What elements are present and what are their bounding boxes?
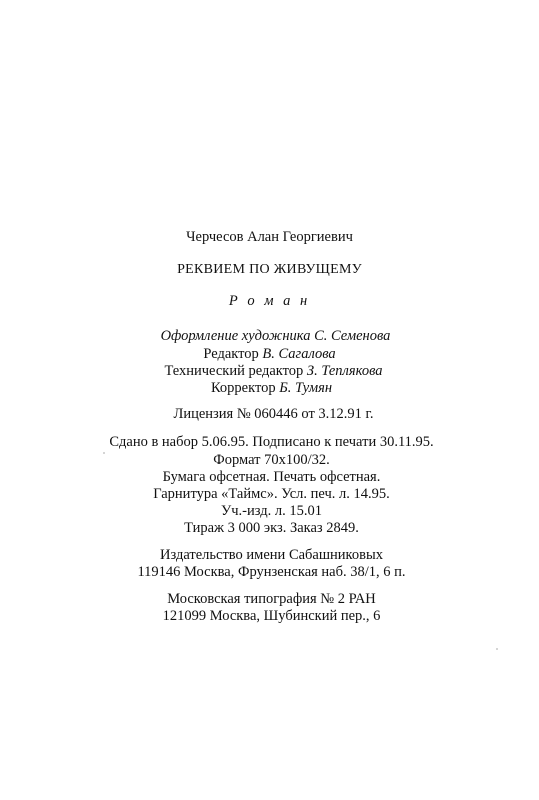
license-line: Лицензия № 060446 от 3.12.91 г. [173,406,374,422]
printer-address: 121099 Москва, Шубинский пер., 6 [162,608,381,624]
author-name: Черчесов Алан Георгиевич [186,229,353,245]
editor-label: Редактор [203,346,263,362]
print-detail-line: Тираж 3 000 экз. Заказ 2849. [184,520,359,536]
print-detail-line: Формат 70x100/32. [213,452,330,468]
print-detail-line: Уч.-изд. л. 15.01 [221,503,322,519]
paper-speck [103,452,105,454]
editor-credit [0,345,539,363]
print-detail-line: Бумага офсетная. Печать офсетная. [162,469,381,485]
proofreader-credit [2,379,539,397]
printer-name: Московская типография № 2 РАН [167,591,376,607]
publisher-name: Издательство имени Сабашниковых [160,547,383,563]
genre-label: Р о м а н [228,293,311,309]
paper-speck [496,648,498,650]
publisher-address: 119146 Москва, Фрунзенская наб. 38/1, 6 п. [137,564,406,580]
print-detail-line: Гарнитура «Таймс». Усл. печ. л. 14.95. [153,486,390,502]
tech-editor-label: Технический редактор [164,363,307,379]
proofreader-label: Корректор [210,380,280,396]
tech-editor-credit [4,362,539,380]
editor-name: В. Сагалова [262,346,336,362]
design-credit: Оформление художника С. Семенова [160,328,391,344]
proofreader-name: Б. Тумян [279,380,333,396]
print-detail-line: Сдано в набор 5.06.95. Подписано к печати 30.11.95. [109,434,434,450]
book-title: РЕКВИЕМ ПО ЖИВУЩЕМУ [177,262,362,277]
tech-editor-name: З. Теплякова [306,363,383,379]
